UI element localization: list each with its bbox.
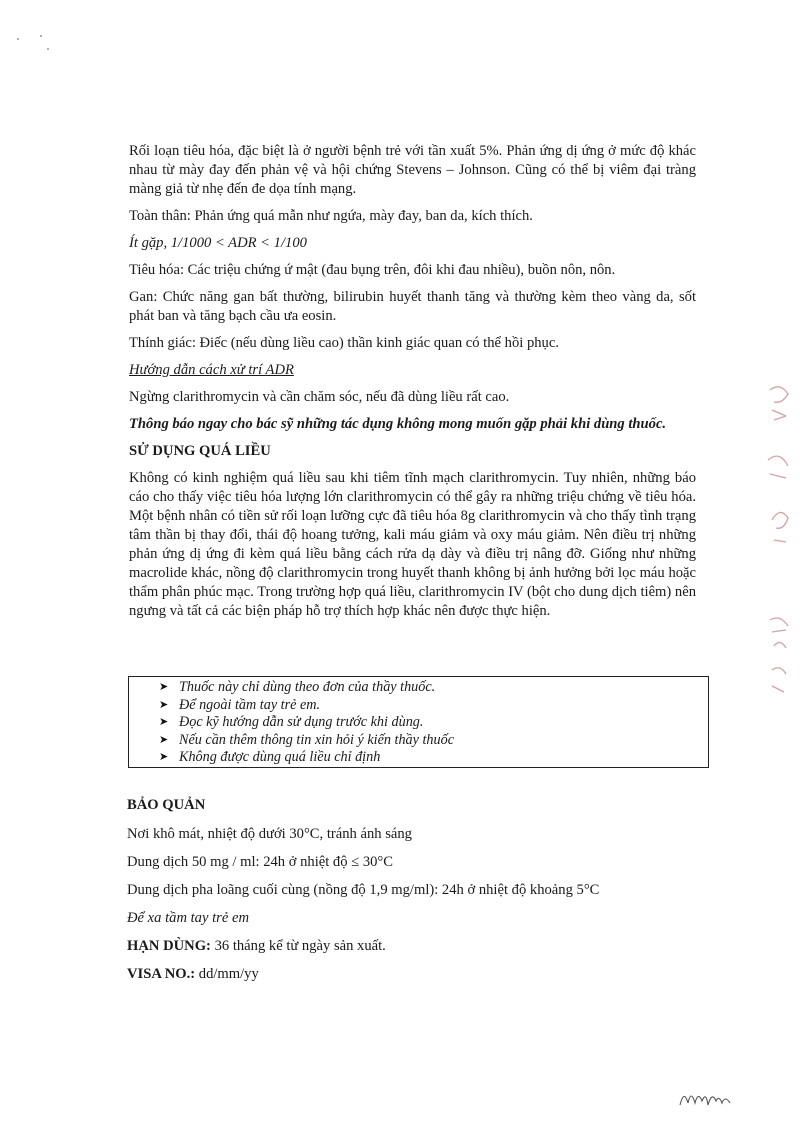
margin-stamp-marks <box>762 370 796 750</box>
warning-text: Không được dùng quá liều chỉ định <box>179 749 381 766</box>
warning-item <box>159 714 708 732</box>
arrow-bullet-icon: ➤ <box>159 681 169 693</box>
warning-item <box>159 697 708 715</box>
shelf-life-label: HẠN DÙNG: <box>127 938 211 954</box>
adr-handling-heading: Hướng dẫn cách xử trí ADR <box>129 362 294 378</box>
scan-speck <box>40 35 42 37</box>
visa-value: dd/mm/yy <box>198 966 259 982</box>
visa-label: VISA NO.: <box>127 966 196 982</box>
main-text <box>129 142 696 629</box>
shelf-life <box>127 937 727 956</box>
arrow-bullet-icon: ➤ <box>159 733 169 746</box>
storage-heading: BẢO QUẢN <box>127 797 206 813</box>
overdose-body: Không có kinh nghiệm quá liều sau khi tiêm tĩnh mạch clarithromycin. Tuy nhiên, những báo cáo cho thấy việc tiêu hóa lượng lớn clarithromycin có thể gây ra những triệu chứng về tiêu hóa. Một bệnh nhân có tiền sử rối loạn lưỡng cực đã tiêu hóa 8g clarithromycin và cho thấy tình trạng tâm thần bị thay đổi, thái độ hoang tưởng, kali máu giảm và oxy máu giảm. Nên điều trị những phản ứng dị ứng đi kèm quá liều bằng cách rửa dạ dày và điều trị nâng đỡ. Giống như những macrolide khác, nồng độ clarithromycin trong huyết thanh không bị ảnh hưởng bởi lọc máu hoặc thẩm phân phúc mạc. Trong trường hợp quá liều, clarithromycin IV (bột cho dung dịch tiêm) nên ngưng và tất cả các biện pháp hỗ trợ thích hợp khác nên được thực hiện. <box>129 470 696 619</box>
systemic-effects: Toàn thân: Phản ứng quá mẫn như ngứa, mày đay, ban da, kích thích. <box>129 208 533 224</box>
warning-box <box>128 676 709 768</box>
warning-item <box>159 749 708 767</box>
doctor-notice: Thông báo ngay cho bác sỹ những tác dụng không mong muốn gặp phải khi dùng thuốc. <box>129 416 667 432</box>
warning-text: Thuốc này chỉ dùng theo đơn của thầy thuốc. <box>179 679 436 695</box>
liver-effects: Gan: Chức năng gan bất thường, bilirubin huyết thanh tăng và thường kèm theo vàng da, sốt phát ban và tăng bạch cầu ưa eosin. <box>129 289 696 324</box>
rare-frequency-heading: Ít gặp, 1/1000 < ADR < 1/100 <box>129 235 307 251</box>
warning-item <box>159 732 708 750</box>
storage-line: Dung dịch pha loãng cuối cùng (nồng độ 1,9 mg/ml): 24h ở nhiệt độ khoảng 5°C <box>127 882 600 898</box>
warning-text: Nếu cần thêm thông tin xin hỏi ý kiến thầy thuốc <box>179 731 455 748</box>
handwritten-signature <box>676 1083 746 1113</box>
scan-speck <box>17 38 19 40</box>
arrow-bullet-icon: ➤ <box>159 716 169 729</box>
shelf-life-value: 36 tháng kể từ ngày sản xuất. <box>214 938 386 954</box>
visa-number <box>127 965 727 984</box>
hearing-effects: Thính giác: Điếc (nếu dùng liều cao) thần kinh giác quan có thể hồi phục. <box>129 335 559 351</box>
digestive-effects: Tiêu hóa: Các triệu chứng ứ mật (đau bụng trên, đôi khi đau nhiều), buồn nôn, nôn. <box>129 262 616 278</box>
storage-line: Để xa tầm tay trẻ em <box>127 910 249 926</box>
storage-section <box>127 796 727 993</box>
warning-text: Đọc kỹ hướng dẫn sử dụng trước khi dùng. <box>179 714 424 731</box>
arrow-bullet-icon: ➤ <box>159 698 169 711</box>
storage-line: Nơi khô mát, nhiệt độ dưới 30°C, tránh ánh sáng <box>127 826 412 842</box>
adr-handling-text: Ngừng clarithromycin và cần chăm sóc, nếu đã dùng liều rất cao. <box>129 389 510 405</box>
storage-line: Dung dịch 50 mg / ml: 24h ở nhiệt độ ≤ 30°C <box>127 854 394 870</box>
scan-speck <box>47 48 49 50</box>
overdose-heading: SỬ DỤNG QUÁ LIỀU <box>129 443 271 459</box>
arrow-bullet-icon: ➤ <box>159 751 169 764</box>
side-effects-paragraph: Rối loạn tiêu hóa, đặc biệt là ở người bệnh trẻ với tần xuất 5%. Phản ứng dị ứng ở mức độ khác nhau từ mày đay đến phản vệ và hội chứng Stevens – Johnson. Cũng có thể bị viêm đại tràng màng giả từ nhẹ đến đe dọa tính mạng. <box>129 143 696 197</box>
warning-item <box>159 679 708 697</box>
warning-text: Để ngoài tầm tay trẻ em. <box>179 696 321 713</box>
